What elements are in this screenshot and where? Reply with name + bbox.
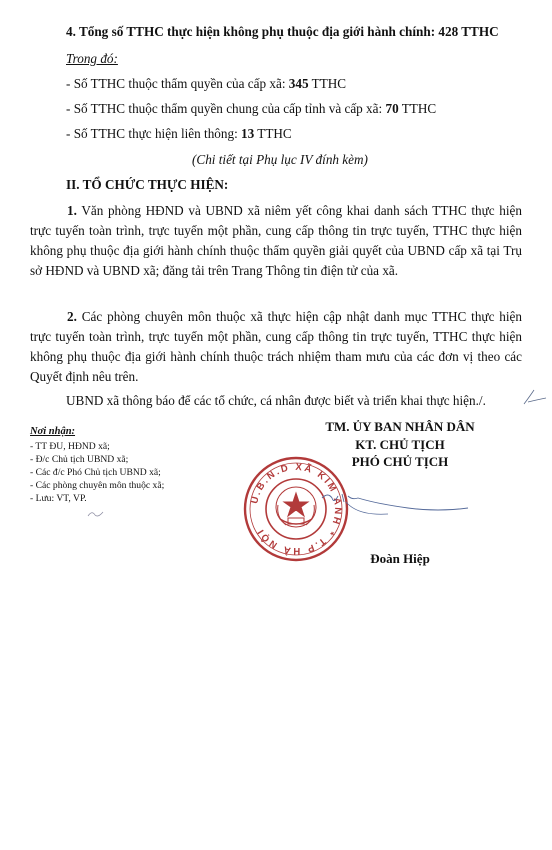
item-value: 70 xyxy=(385,101,399,116)
item-text: - Số TTHC thuộc thẩm quyền của cấp xã: xyxy=(66,76,289,91)
initial-mark-icon xyxy=(522,386,548,408)
list-item: - TT ĐU, HĐND xã; xyxy=(30,441,110,452)
list-item: - Đ/c Chủ tịch UBND xã; xyxy=(30,454,129,465)
item-unit: TTHC xyxy=(308,76,347,91)
section2-heading: II. TỔ CHỨC THỰC HIỆN: xyxy=(66,177,229,192)
item-unit: TTHC xyxy=(254,126,292,141)
item-value: 345 xyxy=(288,76,309,91)
item-text: - Số TTHC thuộc thẩm quyền chung của cấp tỉnh và cấp xã: xyxy=(66,101,386,116)
initial-mark-icon xyxy=(86,508,106,520)
handwritten-signature xyxy=(318,488,474,522)
paragraph-1 xyxy=(30,201,522,281)
list-item xyxy=(66,124,292,143)
list-item xyxy=(66,74,346,93)
signature-title-3: PHÓ CHỦ TỊCH xyxy=(351,454,449,469)
item-unit: TTHC xyxy=(398,101,437,116)
section4-heading: 4. Tổng số TTHC thực hiện không phụ thuộc địa giới hành chính: 428 TTHC xyxy=(66,24,499,39)
closing-statement: UBND xã thông báo để các tổ chức, cá nhân được biết và triển khai thực hiện./. xyxy=(66,393,486,408)
list-item: - Lưu: VT, VP. xyxy=(30,493,87,504)
item-text: - Số TTHC thực hiện liên thông: xyxy=(66,126,242,141)
seal-ring-text: U.B.N.D XÃ KIM ANH * T.P HÀ NỘI xyxy=(249,461,344,557)
signature-title-1: TM. ỦY BAN NHÂN DÂN xyxy=(325,419,475,434)
paragraph-2 xyxy=(30,307,522,387)
appendix-note: (Chi tiết tại Phụ lục IV đính kèm) xyxy=(192,152,368,167)
paragraph-number: 1. xyxy=(67,203,77,218)
recipients-title: Nơi nhận: xyxy=(30,426,76,437)
paragraph-text: Các phòng chuyên môn thuộc xã thực hiện cập nhật danh mục TTHC thực hiện trực tuyến toàn trình, trực tuyến một phần, cung cấp thông tin trực tuyến, TTHC thực hiện không phụ thuộc địa giới hành chính thuộc trách nhiệm tham mưu của các đơn vị theo các Quyết định nêu trên. xyxy=(30,309,522,384)
list-item xyxy=(66,99,436,118)
recipients-list xyxy=(30,440,164,505)
item-value: 13 xyxy=(241,126,255,141)
paragraph-number: 2. xyxy=(67,309,77,324)
signer-name: Đoàn Hiệp xyxy=(370,551,430,566)
national-emblem-icon xyxy=(276,487,316,527)
list-item: - Các phòng chuyên môn thuộc xã; xyxy=(30,480,165,491)
list-item: - Các đ/c Phó Chủ tịch UBND xã; xyxy=(30,467,161,478)
signature-title-2: KT. CHỦ TỊCH xyxy=(355,437,445,452)
trong-do-label: Trong đó: xyxy=(66,51,118,66)
paragraph-text: Văn phòng HĐND và UBND xã niêm yết công khai danh sách TTHC thực hiện trực tuyến toàn trình, trực tuyến một phần, cung cấp thông tin trực tuyến, TTHC thực hiện không phụ thuộc địa giới hành chính thuộc thẩm quyền giải quyết của UBND cấp xã tại Trụ sở HĐND và UBND xã; đăng tải trên Trang Thông tin điện tử của xã. xyxy=(30,203,522,278)
